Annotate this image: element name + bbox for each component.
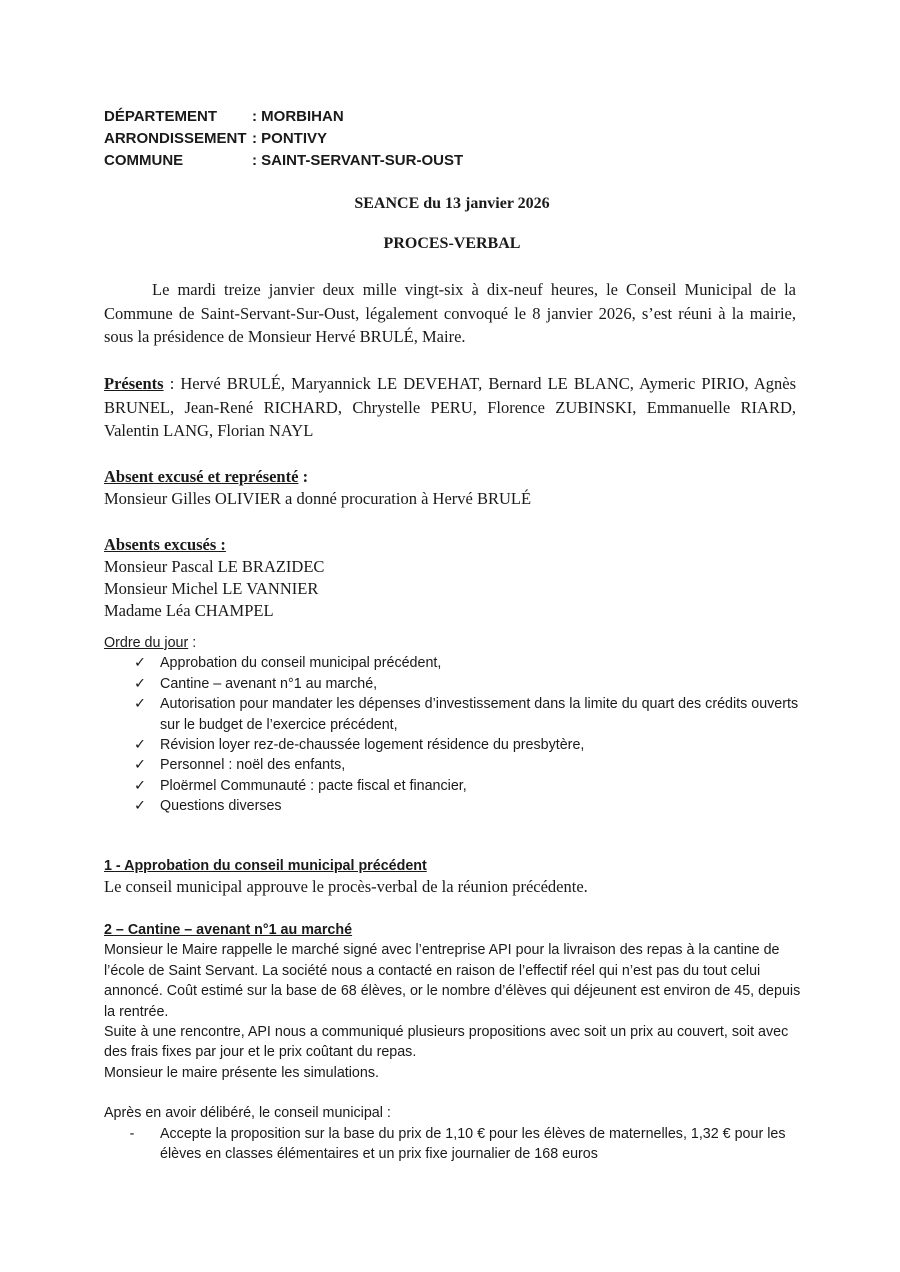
decision-text: Accepte la proposition sur la base du prix de 1,10 € pour les élèves de maternelles, 1,32 € pour les élèves en classes élémentaires et un prix fixe journalier de 168 euros (160, 1125, 786, 1163)
agenda-item-text: Ploërmel Communauté : pacte fiscal et financier, (160, 777, 467, 794)
agenda-item-text: Questions diverses (160, 798, 282, 815)
agenda-item-text: Cantine – avenant n°1 au marché, (160, 675, 378, 692)
document-title: PROCES-VERBAL (383, 235, 521, 252)
label-suffix: : (298, 467, 309, 486)
absent-represente-text: Monsieur Gilles OLIVIER a donné procuration à Hervé BRULÉ (104, 489, 532, 508)
checkmark-icon: ✓ (134, 798, 146, 815)
absents-excuses-label: Absents excusés : (104, 535, 226, 554)
header-label: COMMUNE (104, 152, 184, 169)
agenda-item (104, 694, 804, 735)
header-label: DÉPARTEMENT (104, 108, 218, 125)
section-1-text: Le conseil municipal approuve le procès-verbal de la réunion précédente. (104, 877, 588, 897)
deliberation-text: Après en avoir délibéré, le conseil municipal : (104, 1105, 391, 1122)
header-row-departement (104, 106, 796, 128)
absent-name: Madame Léa CHAMPEL (104, 601, 274, 620)
section-1-title: 1 - Approbation du conseil municipal précédent (104, 858, 427, 874)
checkmark-icon: ✓ (134, 757, 146, 774)
section-1 (104, 856, 796, 897)
section-2-paragraph: Monsieur le maire présente les simulations. (104, 1064, 379, 1081)
agenda-item (104, 674, 804, 694)
header-value: : SAINT-SERVANT-SUR-OUST (252, 152, 464, 169)
dash-bullet: - (129, 1125, 135, 1142)
agenda-item-text: Révision loyer rez-de-chaussée logement résidence du presbytère, (160, 737, 585, 754)
agenda-item (104, 755, 804, 775)
section-2 (104, 920, 804, 1164)
section-2-paragraph: Suite à une rencontre, API nous a communiqué plusieurs propositions avec soit un prix au couvert, soit avec des frais fixes par jour et le prix coûtant du repas. (104, 1024, 789, 1061)
header-row-commune (104, 150, 796, 172)
absent-name: Monsieur Pascal LE BRAZIDEC (104, 557, 325, 576)
presents-text: : Hervé BRULÉ, Maryannick LE DEVEHAT, Bernard LE BLANC, Aymeric PIRIO, Agnès BRUNEL, Jean-René RICHARD, Chrystelle PERU, Florence ZUBINSKI, Emmanuelle RIARD, Valentin LANG, Florian NAYL (104, 374, 796, 440)
agenda-item (104, 796, 804, 816)
agenda-item-text: Personnel : noël des enfants, (160, 757, 346, 774)
absents-excuses-section (104, 534, 796, 622)
agenda-item (104, 776, 804, 796)
header-row-arrondissement (104, 128, 796, 150)
document-header (104, 106, 796, 172)
header-label: ARRONDISSEMENT (104, 130, 247, 147)
checkmark-icon: ✓ (134, 675, 146, 692)
seance-title: SEANCE du 13 janvier 2026 (354, 195, 550, 212)
checkmark-icon: ✓ (134, 655, 146, 672)
checkmark-icon: ✓ (134, 777, 146, 794)
decision-item (104, 1124, 804, 1165)
ordre-du-jour-label: Ordre du jour (104, 635, 189, 651)
absent-name: Monsieur Michel LE VANNIER (104, 579, 319, 598)
checkmark-icon: ✓ (134, 737, 146, 754)
section-2-paragraph: Monsieur le Maire rappelle le marché signé avec l’entreprise API pour la livraison des repas à la cantine de l’école de Saint Servant. La société nous a contacté en raison de l’effectif réel qui n’est pas du tout celui annoncé. Coût estimé sur la base de 68 élèves, or le nombre d’élèves qui déjeunent est environ de 45, depuis la rentrée. (104, 942, 801, 1020)
header-value: : MORBIHAN (252, 108, 344, 125)
label-suffix: : (188, 635, 197, 651)
intro-paragraph (104, 278, 796, 349)
header-value: : PONTIVY (252, 130, 328, 147)
agenda-item-text: Approbation du conseil municipal précédent, (160, 655, 442, 672)
absent-represente-section (104, 466, 796, 510)
agenda-item (104, 653, 804, 673)
ordre-du-jour-section (104, 633, 804, 817)
intro-text: Le mardi treize janvier deux mille vingt-six à dix-neuf heures, le Conseil Municipal de la Commune de Saint-Servant-Sur-Oust, légalement convoqué le 8 janvier 2026, s’est réuni à la mairie, sous la présidence de Monsieur Hervé BRULÉ, Maire. (104, 280, 796, 346)
agenda-item (104, 735, 804, 755)
checkmark-icon: ✓ (134, 696, 146, 713)
section-2-title: 2 – Cantine – avenant n°1 au marché (104, 922, 353, 938)
agenda-list (104, 653, 804, 816)
presents-label: Présents (104, 374, 164, 393)
presents-paragraph (104, 372, 796, 443)
absent-represente-label: Absent excusé et représenté (104, 467, 299, 486)
decision-list (104, 1124, 804, 1165)
agenda-item-text: Autorisation pour mandater les dépenses d’investissement dans la limite du quart des crédits ouverts sur le budget de l’exercice précédent, (160, 696, 799, 733)
